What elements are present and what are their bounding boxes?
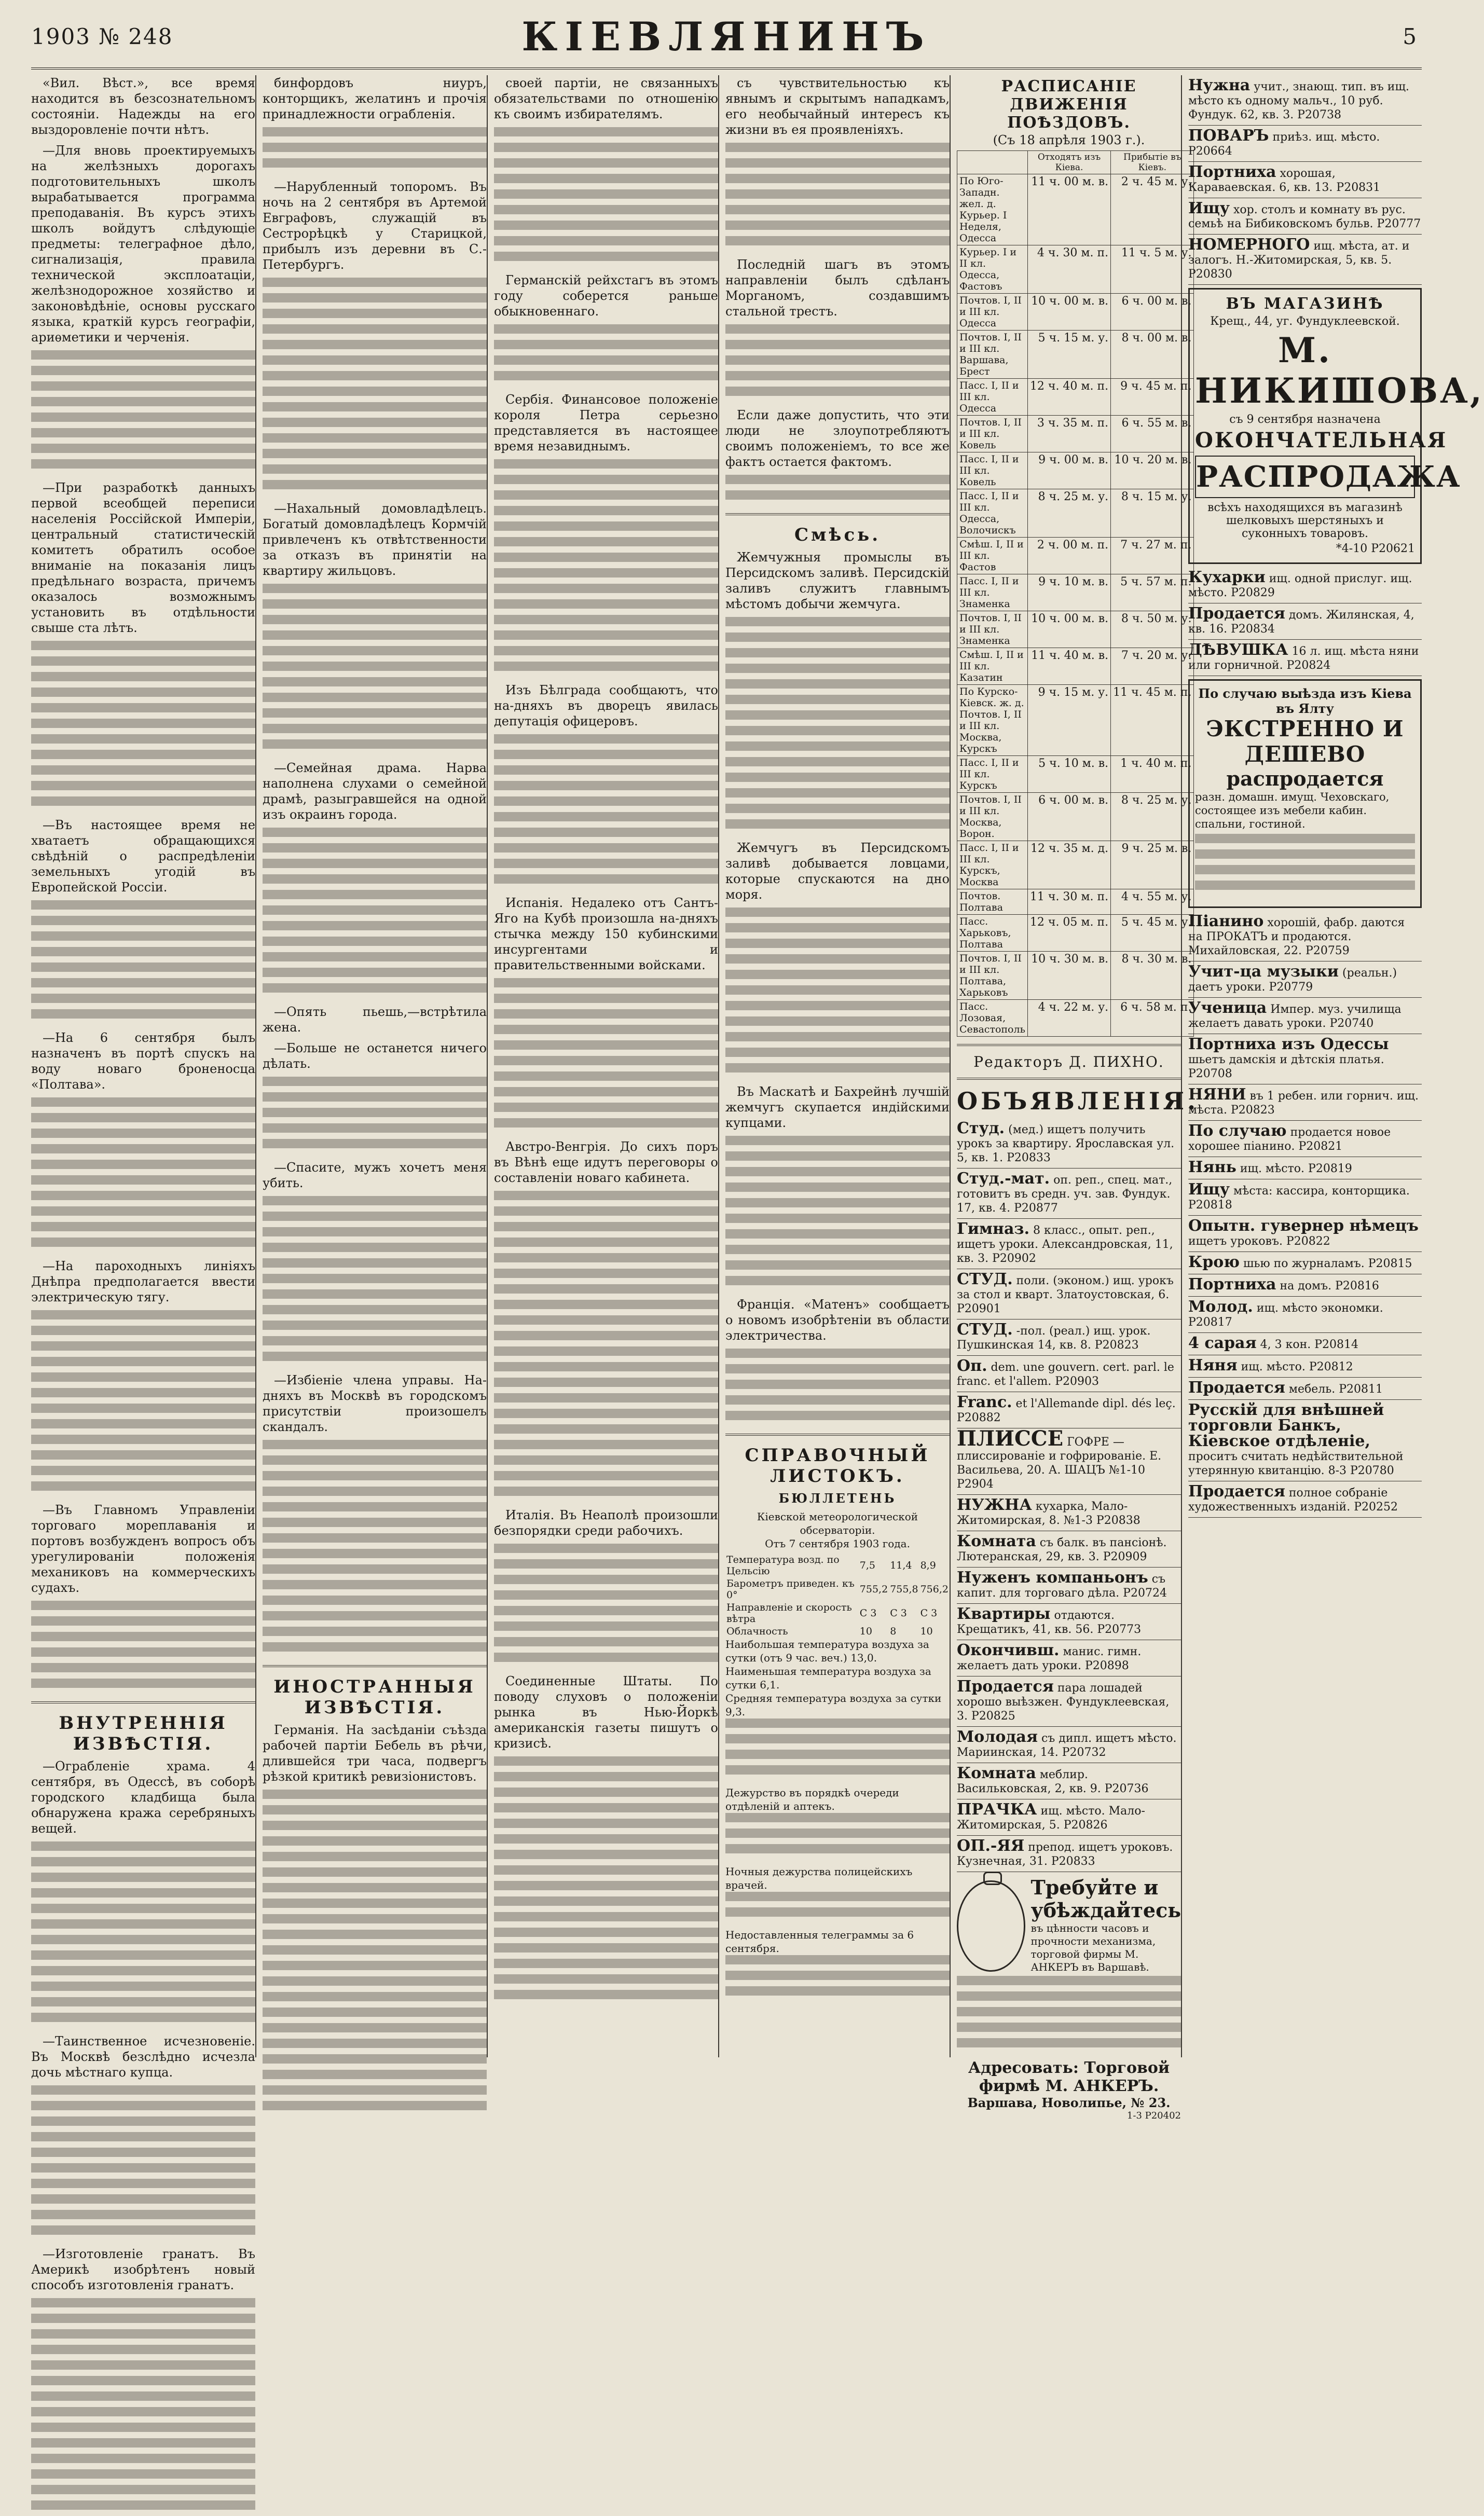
anker-address: Адресовать: Торговой фирмѣ М. АНКЕРЪ. — [968, 2059, 1170, 2095]
classified-ad: Franc. et l'Allemande dipl. dés leç. Р20882 — [957, 1392, 1181, 1428]
text-block — [263, 1196, 487, 1367]
article-paragraph: Италія. Въ Неаполѣ произошли безпорядки среди рабочихъ. — [494, 1508, 718, 1538]
text-block — [725, 475, 950, 506]
text-block — [31, 350, 255, 475]
weather-table — [725, 1553, 950, 1638]
classified-ad: Нянь ищ. мѣсто. Р20819 — [1188, 1157, 1422, 1179]
article-paragraph: —Въ настоящее время не хватаетъ обращающихся свѣдѣній о распредѣленіи земельныхъ угодій въ Европейской Россіи. — [31, 818, 255, 895]
classified-ad: Продается полное собраніе художественныхъ изданій. Р20252 — [1188, 1481, 1422, 1518]
article-paragraph: своей партіи, не связанныхъ обязательствами по отношенію къ своимъ избирателямъ. — [494, 76, 718, 121]
table-row: Смѣш. I, II и III кл. Казатин 11 ч. 40 м. в. 7 ч. 20 м. у. — [957, 648, 1194, 685]
classified-ad: 4 сарая 4, 3 кон. Р20814 — [1188, 1333, 1422, 1355]
table-row: Почтов. Полтава 11 ч. 30 м. п. 4 ч. 55 м. у. — [957, 889, 1194, 915]
editor-line: Редакторъ Д. ПИХНО. — [973, 1053, 1164, 1070]
page-number: 5 — [1403, 24, 1417, 49]
article-paragraph: —Для вновь проектируемыхъ на желѣзныхъ дорогахъ подготовительныхъ школъ вырабатывается программа преподаванія. Въ курсъ этихъ школъ войдутъ слѣдующіе предметы: телеграфное дѣло, сигнализація, правила технической эксплоатаціи, желѣзнодорожное хозяйство и законовѣдѣніе, основы русскаго языка, краткій курсъ географіи, ариѳметики и черченія. — [31, 143, 255, 345]
classified-ad: Портниха хорошая, Караваевская. 6, кв. 13. Р20831 — [1188, 162, 1422, 198]
classified-ad: Нужна учит., знающ. тип. въ ищ. мѣсто къ одному мальч., 10 руб. Фундук. 62, кв. 3. Р20738 — [1188, 75, 1422, 126]
column-1 — [31, 75, 256, 2292]
text-block — [494, 1544, 718, 1668]
article-paragraph: —Опять пьешь,—встрѣтила жена. — [263, 1005, 487, 1035]
classified-ad: Продается домъ. Жилянская, 4, кв. 16. Р20834 — [1188, 603, 1422, 640]
text-block — [725, 908, 950, 1079]
text-block — [31, 641, 255, 812]
section-heading: ИНОСТРАННЫЯ ИЗВѢСТІЯ. — [273, 1676, 476, 1718]
classified-ad: ПРАЧКА ищ. мѣсто. Мало-Житомирская, 5. Р20826 — [957, 1799, 1181, 1836]
classified-ad: Оп. dem. une gouvern. cert. parl. le franc. et l'allem. Р20903 — [957, 1356, 1181, 1392]
article-paragraph: —Больше не останется ничего дѣлать. — [263, 1041, 487, 1071]
ad-code: 1-3 Р20402 — [1126, 2110, 1181, 2121]
train-schedule-table — [957, 150, 1194, 1037]
table-row: Почтов. I, II и III кл. Одесса 10 ч. 00 м. в. 6 ч. 00 м. в. — [957, 294, 1194, 331]
column-2 — [263, 75, 488, 2057]
table-row: Пасс. I, II и III кл. Курскъ 5 ч. 10 м. в. 1 ч. 40 м. п. — [957, 756, 1194, 793]
text-block — [31, 2085, 255, 2241]
article-paragraph: бинфордовъ ниуръ, конторщикъ, желатинъ и прочія принадлежности ограбленія. — [263, 76, 487, 121]
article-paragraph: Если даже допустить, что эти люди не злоупотребляютъ своимъ положеніемъ, то все же фактъ остается фактомъ. — [725, 408, 950, 469]
classified-ad: Портниха изъ Одессы шьетъ дамскія и дѣтскія платья. Р20708 — [1188, 1034, 1422, 1084]
text-block — [263, 278, 487, 496]
anker-city: Варшава, Новолипье, № 23. — [967, 2095, 1171, 2110]
table-row: Направленіе и скорость вѣтра С 3 С 3 С 3 — [726, 1602, 938, 1625]
article-paragraph: —При разработкѣ данныхъ первой всеобщей переписи населенія Россійской Имперіи, центральный статистическій комитетъ обратилъ особое вниманіе на показанія лицъ предѣльнаго возраста, причемъ оказалось возможнымъ установить въ отдѣльности свыше ста лѣтъ. — [31, 480, 255, 635]
classified-ad: НЯНИ въ 1 ребен. или горнич. ищ. мѣста. Р20823 — [1188, 1084, 1422, 1121]
classified-ad: Кухарки ищ. одной прислуг. ищ. мѣсто. Р20829 — [1188, 567, 1422, 603]
section-heading: ВНУТРЕННІЯ ИЗВѢСТІЯ. — [59, 1713, 228, 1754]
nikishova-sale-ad: ВЪ МАГАЗИНѢ Крещ., 44, уг. Фундуклеевской. М. НИКИШОВА, съ 9 сентября назначена ОКОНЧАТЕЛЬНАЯ РАСПРОДАЖА всѣхъ находящихся въ магазинѣ шелковыхъ шерстяныхъ и суконныхъ товаровъ. *4-10 Р20621 — [1188, 288, 1422, 564]
text-block — [263, 584, 487, 755]
classified-ad: Учит-ца музыки (реальн.) даетъ уроки. Р20779 — [1188, 961, 1422, 998]
table-row: Облачность 10 8 10 — [726, 1626, 933, 1637]
text-block — [1195, 834, 1415, 896]
classified-ad: Портниха на домъ. Р20816 — [1188, 1274, 1422, 1297]
classified-ad: Студ.-мат. оп. реп., спец. мат., готовитъ въ средн. уч. зав. Фундук. 17, кв. 4. Р20877 — [957, 1168, 1181, 1219]
masthead — [31, 10, 1422, 70]
text-block — [494, 734, 718, 890]
column-3 — [494, 75, 719, 2057]
article-paragraph: —На 6 сентября былъ назначенъ въ портѣ спускъ на воду новаго броненосца «Полтава». — [31, 1030, 255, 1092]
table-row: Пасс. I, II и III кл. Курскъ, Москва 12 ч. 35 м. д. 9 ч. 25 м. в. — [957, 841, 1194, 889]
article-paragraph: Въ Маскатѣ и Бахрейнѣ лучшій жемчугъ скупается индійскими купцами. — [725, 1084, 950, 1130]
classified-ad: Ученица Импер. муз. училища желаетъ давать уроки. Р20740 — [1188, 998, 1422, 1034]
urgent-sale-ad: По случаю выѣзда изъ Кіева въ Ялту ЭКСТРЕННО И ДЕШЕВО распродается разн. домашн. имущ. Чеховскаго, состоящее изъ мебели кабин. спальни, гостиной. — [1188, 679, 1422, 908]
text-block — [263, 127, 487, 174]
table-row: Почтов. I, II и III кл. Москва, Ворон. 6 ч. 00 м. в. 8 ч. 25 м. у. — [957, 793, 1194, 841]
classified-ad: Молодая съ дипл. ищетъ мѣсто. Мариинская, 14. Р20732 — [957, 1727, 1181, 1763]
article-paragraph: Австро-Венгрія. До сихъ поръ въ Вѣнѣ еще идутъ переговоры о составленіи новаго кабинета. — [494, 1139, 718, 1185]
column-4 — [725, 75, 951, 2057]
article-paragraph: —Нахальный домовладѣлецъ. Богатый домовладѣлецъ Кормчій привлеченъ къ отвѣтственности за отказъ въ принятіи на квартиру жильцовъ. — [263, 501, 487, 578]
article-paragraph: Жемчугъ въ Персидскомъ заливѣ добывается ловцами, которые спускаются на дно моря. — [725, 841, 950, 902]
text-block — [494, 1756, 718, 2005]
text-block — [31, 1601, 255, 1694]
article-paragraph: Сербія. Финансовое положеніе короля Петра серьезно представляется въ настоящее время незавиднымъ. — [494, 392, 718, 453]
table-row: Пасс. Харьковъ, Полтава 12 ч. 05 м. п. 5 ч. 45 м. у. — [957, 915, 1194, 952]
article-paragraph: —Семейная драма. Нарва наполнена слухами о семейной драмѣ, разыгравшейся на одной изъ окраинъ города. — [263, 761, 487, 822]
schedule-date: (Съ 18 апрѣля 1903 г.). — [993, 133, 1145, 147]
column-5 — [957, 75, 1199, 2121]
text-block — [494, 324, 718, 387]
classified-ad: Нуженъ компаньонъ съ капит. для торговаго дѣла. Р20724 — [957, 1568, 1181, 1604]
table-header-row: Отходятъ изъ Кіева. Прибытіе въ Кіевъ. — [957, 151, 1194, 174]
classified-ad: Комната меблир. Васильковская, 2, кв. 9. Р20736 — [957, 1763, 1181, 1799]
article-paragraph: съ чувствительностью къ явнымъ и скрытымъ нападкамъ, его необычайный интересъ къ жизни въ ея проявленіяхъ. — [725, 76, 950, 137]
text-block — [725, 1813, 950, 1860]
text-block — [725, 143, 950, 252]
table-row: Пасс. I, II и III кл. Знаменка 9 ч. 10 м. в. 5 ч. 57 м. п. — [957, 574, 1194, 611]
classified-ad: Гимназ. 8 класс., опыт. реп., ищетъ уроки. Александровская, 11, кв. 3. Р20902 — [957, 1219, 1181, 1269]
text-block — [494, 459, 718, 677]
text-block — [263, 1077, 487, 1154]
classified-ad: По случаю продается новое хорошее піанино. Р20821 — [1188, 1121, 1422, 1157]
text-block — [31, 1310, 255, 1497]
classified-ad: Опытн. гувернер нѣмецъ ищетъ уроковъ. Р20822 — [1188, 1216, 1422, 1252]
classified-ad: Крою шью по журналамъ. Р20815 — [1188, 1252, 1422, 1274]
newspaper-title: КІЕВЛЯНИНЪ — [521, 13, 931, 60]
table-row: По Юго-Западн. жел. д. Курьер. I Неделя, Одесса 11 ч. 00 м. в. 2 ч. 45 м. у. — [957, 174, 1194, 245]
article-paragraph: «Вил. Вѣст.», все время находится въ безсознательномъ состояніи. Надежды на его выздоровленіе почти нѣтъ. — [31, 76, 255, 137]
classified-ad: Студ. (мед.) ищетъ получить урокъ за квартиру. Ярославская ул. 5, кв. 1. Р20833 — [957, 1118, 1181, 1168]
article-paragraph: —Спасите, мужъ хочетъ меня убить. — [263, 1160, 487, 1190]
anker-headline: Требуйте и убѣждайтесь — [1030, 1876, 1181, 1922]
classified-ad: НУЖНА кухарка, Мало-Житомирская, 8. №1-3 Р20838 — [957, 1495, 1181, 1531]
article-paragraph: —Избіеніе члена управы. На-дняхъ въ Москвѣ въ городскомъ присутствіи произошелъ скандалъ. — [263, 1373, 487, 1434]
classified-ad: ДѢВУШКА 16 л. ищ. мѣста няни или горничной. Р20824 — [1188, 640, 1422, 676]
classified-ad: Няня ищ. мѣсто. Р20812 — [1188, 1355, 1422, 1378]
text-block — [494, 127, 718, 267]
report-line: Средняя температура воздуха за сутки 9,3. — [725, 1692, 942, 1718]
table-row: Температура возд. по Цельсію 7,5 11,4 8,9 — [726, 1554, 936, 1577]
article-paragraph: Изъ Бѣлграда сообщаютъ, что на-дняхъ въ дворецъ явилась депутація офицеровъ. — [494, 683, 718, 728]
table-row: Пасс. I, II и III кл. Ковель 9 ч. 00 м. в. 10 ч. 20 м. в. — [957, 452, 1194, 489]
classified-ad: СТУД. -пол. (реал.) ищ. урок. Пушкинская 14, кв. 8. Р20823 — [957, 1319, 1181, 1356]
article-paragraph: —На пароходныхъ линіяхъ Днѣпра предполагается ввести электрическую тягу. — [31, 1259, 255, 1304]
classified-ad: Ищу мѣста: кассира, конторщика. Р20818 — [1188, 1179, 1422, 1216]
classified-ad: Молод. ищ. мѣсто экономки. Р20817 — [1188, 1297, 1422, 1333]
text-block — [31, 1841, 255, 2028]
schedule-title: РАСПИСАНІЕ ДВИЖЕНІЯ ПОѢЗДОВЪ. — [1001, 77, 1137, 132]
bank-notice-ad: Русскій для внѣшней торговли Банкъ, Кіевское отдѣленіе, проситъ считать недѣйствительной утерянную квитанцію. 8-3 Р20780 — [1188, 1400, 1422, 1481]
classified-ad: Квартиры отдаются. Крещатикъ, 41, кв. 56. Р20773 — [957, 1604, 1181, 1640]
classified-ad: ОП.-ЯЯ препод. ищетъ уроковъ. Кузнечная, 31. Р20833 — [957, 1836, 1181, 1872]
article-paragraph: Германія. На засѣданіи съѣзда рабочей партіи Бебель въ рѣчи, длившейся три часа, подвергъ рѣзкой критикѣ ревизіонистовъ. — [263, 1723, 487, 1784]
observatory-date: Отъ 7 сентября 1903 года. — [765, 1537, 910, 1550]
article-paragraph: Последній шагъ въ этомъ направленіи былъ сдѣланъ Морганомъ, создавшимъ стальной трестъ. — [725, 257, 950, 319]
text-block — [31, 2298, 255, 2516]
report-line: Наименьшая температура воздуха за сутки 6,1. — [725, 1665, 931, 1691]
classified-ad: Продается пара лошадей хорошо выѣзжен. Фундуклеевская, 3. Р20825 — [957, 1676, 1181, 1727]
table-row: Почтов. I, II и III кл. Полтава, Харьковъ 10 ч. 30 м. в. 8 ч. 30 м. в. — [957, 952, 1194, 1000]
report-line: Ночныя дежурства полицейскихъ врачей. — [725, 1865, 913, 1891]
report-line: Недоставленныя телеграммы за 6 сентября. — [725, 1929, 914, 1955]
anker-text: въ цѣнности часовъ и прочности механизма, торговой фирмы М. АНКЕРЪ въ Варшавѣ. — [1030, 1922, 1156, 1973]
text-block — [494, 978, 718, 1134]
table-row: Смѣш. I, II и III кл. Фастов 2 ч. 00 м. п. 7 ч. 27 м. п. — [957, 538, 1194, 574]
text-block — [31, 900, 255, 1025]
text-block — [725, 1136, 950, 1291]
text-block — [725, 1892, 950, 1923]
article-paragraph: Испанія. Недалеко отъ Сантъ-Яго на Кубѣ произошла на-дняхъ стычка между 150 кубинскими инсургентами и правительственными войсками. — [494, 896, 718, 972]
article-paragraph: —Въ Главномъ Управленіи торговаго мореплаванія и портовъ возбужденъ вопросъ объ урегулированіи положенія механиковъ на коммерческихъ судахъ. — [31, 1503, 255, 1595]
text-block — [725, 1349, 950, 1426]
report-line: Дежурство въ порядкѣ очереди отдѣленій и аптекъ. — [725, 1786, 899, 1812]
table-row: Пасс. Лозовая, Севастополь 4 ч. 22 м. у. 6 ч. 58 м. п. — [957, 1000, 1194, 1037]
anker-advertisement — [957, 1876, 1181, 2121]
text-block — [263, 1790, 487, 2116]
section-heading: Смѣсь. — [794, 525, 881, 545]
table-row: По Курско-Кіевск. ж. д. Почтов. I, II и III кл. Москва, Курскъ 9 ч. 15 м. у. 11 ч. 45 м. п. — [957, 685, 1194, 756]
text-block — [263, 1440, 487, 1658]
text-block — [263, 828, 487, 999]
reference-heading: СПРАВОЧНЫЙ ЛИСТОКЪ. — [745, 1445, 930, 1487]
article-paragraph: Германскій рейхстагъ въ этомъ году соберется раньше обыкновеннаго. — [494, 273, 718, 319]
article-paragraph: —Нарубленный топоромъ. Въ ночь на 2 сентября въ Артемой Евграфовъ, служащій въ Сестрорѣцкѣ у Старицкой, прибылъ изъ деревни въ С.-Петербургъ. — [263, 180, 487, 272]
classified-ad-plisse: ПЛИССЕ ГОФРЕ — плиссированіе и гофрированіе. Е. Васильева, 20. А. ШАЦЪ №1-10 Р2904 — [957, 1428, 1181, 1495]
table-row: Пасс. I, II и III кл. Одесса, Волочискъ 8 ч. 25 м. у. 8 ч. 15 м. у. — [957, 489, 1194, 538]
report-line: Наибольшая температура воздуха за сутки (отъ 9 час. веч.) 13,0. — [725, 1638, 929, 1664]
article-paragraph: Соединенные Штаты. По поводу слуховъ о положеніи рынка въ Нью-Йоркѣ американскія газеты пишутъ о кризисѣ. — [494, 1674, 718, 1751]
table-row: Пасс. I, II и III кл. Одесса 12 ч. 40 м. п. 9 ч. 45 м. п. — [957, 379, 1194, 416]
classified-ad: Ищу хор. столъ и комнату въ рус. семьѣ на Бибиковскомъ бульв. Р20777 — [1188, 198, 1422, 235]
observatory-name: Кіевской метеорологической обсерваторіи. — [757, 1510, 918, 1536]
text-block — [725, 1955, 950, 2002]
article-paragraph: —Таинственное исчезновеніе. Въ Москвѣ безслѣдно исчезла дочь мѣстнаго купца. — [31, 2034, 255, 2080]
text-block — [725, 617, 950, 835]
ads-heading: ОБЪЯВЛЕНІЯ. — [957, 1087, 1199, 1115]
classified-ad: Комната съ балк. въ пансіонѣ. Лютеранская, 29, кв. 3. Р20909 — [957, 1531, 1181, 1568]
article-paragraph: Жемчужныя промыслы въ Персидскомъ заливѣ. Персидскій заливъ служитъ главнымъ мѣстомъ добычи жемчуга. — [725, 550, 950, 611]
classified-ad: СТУД. поли. (эконом.) ищ. урокъ за стол и кварт. Златоустовская, 6. Р20901 — [957, 1269, 1181, 1319]
article-paragraph: —Изготовленіе гранатъ. Въ Америкѣ изобрѣтенъ новый способъ изготовленія гранатъ. — [31, 2247, 255, 2292]
bulletin-heading: БЮЛЛЕТЕНЬ — [778, 1491, 897, 1506]
text-block — [725, 324, 950, 402]
classified-ad: ПОВАРЪ приѣз. ищ. мѣсто. Р20664 — [1188, 126, 1422, 162]
table-row: Барометръ приведен. къ 0° 755,2 755,8 756,2 — [726, 1578, 949, 1601]
issue-number: 1903 № 248 — [31, 24, 173, 49]
table-row: Почтов. I, II и III кл. Варшава, Брест 5 ч. 15 м. у. 8 ч. 00 м. в. — [957, 331, 1194, 379]
text-block — [31, 1097, 255, 1253]
classified-ad: Піанино хорошій, фабр. даются на ПРОКАТЪ и продаются. Михайловская, 22. Р20759 — [1188, 911, 1422, 961]
text-block — [957, 1976, 1181, 2054]
classified-ad: НОМЕРНОГО ищ. мѣста, ат. и залогъ. Н.-Житомирская, 5, кв. 5. Р20830 — [1188, 235, 1422, 285]
pocket-watch-icon — [957, 1880, 1025, 1972]
classified-ad: Окончивш. манис. гимн. желаетъ дать уроки. Р20898 — [957, 1640, 1181, 1676]
table-row: Курьер. I и II кл. Одесса, Фастовъ 4 ч. 30 м. п. 11 ч. 5 м. у. — [957, 245, 1194, 294]
table-row: Почтов. I, II и III кл. Ковель 3 ч. 35 м. п. 6 ч. 55 м. в. — [957, 416, 1194, 452]
text-block — [494, 1191, 718, 1502]
text-block — [725, 1718, 950, 1781]
article-paragraph: —Ограбленіе храма. 4 сентября, въ Одессѣ, въ соборѣ городского кладбища была обнаружена кража серебряныхъ вещей. — [31, 1759, 255, 1836]
column-6 — [1188, 75, 1484, 2057]
table-row: Почтов. I, II и III кл. Знаменка 10 ч. 00 м. в. 8 ч. 50 м. у. — [957, 611, 1194, 648]
article-paragraph: Франція. «Матенъ» сообщаетъ о новомъ изобрѣтеніи въ области электричества. — [725, 1297, 950, 1343]
classified-ad: Продается мебель. Р20811 — [1188, 1378, 1422, 1400]
